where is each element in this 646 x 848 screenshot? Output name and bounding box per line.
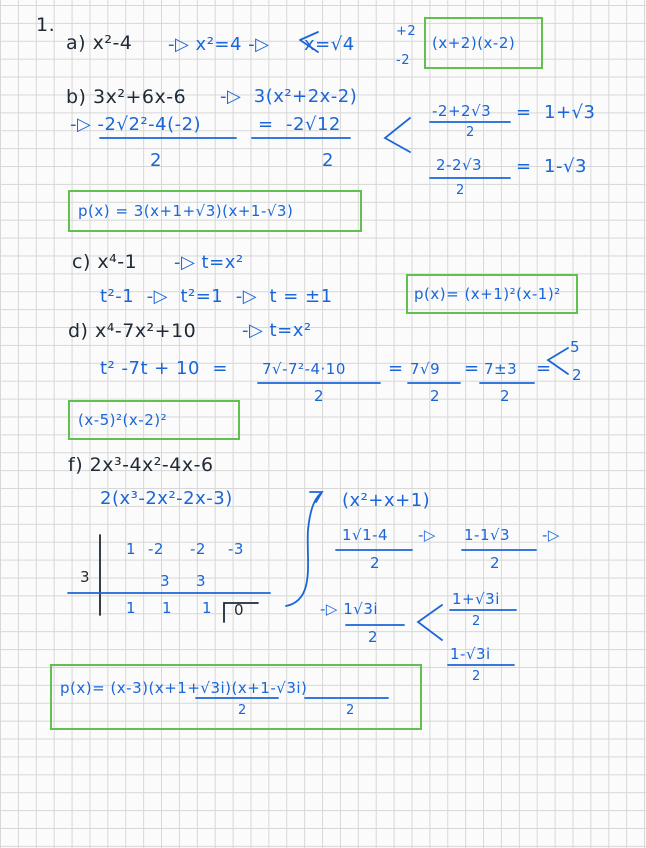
answer-b: p(x) = 3(x+1+√3)(x+1-√3) xyxy=(78,202,294,220)
part-d-pm-num: 7±3 xyxy=(484,360,518,378)
problem-number: 1. xyxy=(36,14,56,36)
ruffini-result-3: 1 xyxy=(202,599,213,617)
answer-d: (x-5)²(x-2)² xyxy=(78,411,168,429)
part-c-substitution: -▷ t=x² xyxy=(174,252,244,273)
part-f-arrow-1: -▷ xyxy=(418,526,436,544)
part-a-root-minus: -2 xyxy=(396,53,410,68)
part-d-root-2: 2 xyxy=(572,366,583,384)
part-d-formula-den: 2 xyxy=(314,387,325,405)
part-b-formula: -▷ -2√2²-4(-2) xyxy=(70,114,202,135)
part-d-sqrt-num: 7√9 xyxy=(410,360,441,378)
part-c-question: c) x⁴-1 xyxy=(72,251,138,273)
ruffini-coef-2: -2 xyxy=(148,540,164,558)
part-f-formula-den: 2 xyxy=(370,554,381,572)
ruffini-product-2: 3 xyxy=(196,572,207,590)
ruffini-remainder: 0 xyxy=(234,601,245,619)
part-c-step: t²-1 -▷ t²=1 -▷ t = ±1 xyxy=(100,286,333,307)
part-d-formula: 7√-7²-4·10 xyxy=(262,360,346,378)
part-d-substitution: -▷ t=x² xyxy=(242,320,312,341)
ruffini-product-1: 3 xyxy=(160,572,171,590)
part-b-simplified-den: 2 xyxy=(322,150,334,171)
curved-arrow-f xyxy=(286,494,320,606)
answer-box-c xyxy=(406,274,578,314)
part-f-question: f) 2x³-4x²-4x-6 xyxy=(68,454,214,476)
part-d-equation: t² -7t + 10 = xyxy=(100,358,228,379)
part-b-question: b) 3x²+6x-6 xyxy=(66,86,187,108)
ruffini-coef-3: -2 xyxy=(190,540,206,558)
answer-box-a xyxy=(424,17,543,69)
part-f-formula: 1√1-4 xyxy=(342,526,389,544)
answer-f-den-1: 2 xyxy=(238,703,247,718)
part-d-sqrt-den: 2 xyxy=(430,387,441,405)
answer-a: (x+2)(x-2) xyxy=(432,34,516,52)
part-f-step3-den: 2 xyxy=(368,628,379,646)
part-a-step-2: x=√4 xyxy=(304,34,355,55)
part-f-quotient: (x²+x+1) xyxy=(342,490,431,511)
part-f-root2-den: 2 xyxy=(472,669,481,684)
part-b-root2-den: 2 xyxy=(456,183,465,198)
branch-bracket-b xyxy=(385,118,410,152)
part-d-equals-4: = xyxy=(536,358,552,379)
part-f-step3: -▷ 1√3i xyxy=(320,600,379,618)
part-b-root1-num: -2+2√3 xyxy=(432,102,492,120)
answer-box-b xyxy=(68,190,362,232)
ruffini-root: 3 xyxy=(80,568,91,586)
part-f-step2: 1-1√3 xyxy=(464,526,511,544)
part-b-root1-den: 2 xyxy=(466,125,475,140)
branch-bracket-f xyxy=(418,605,442,640)
part-f-root2-num: 1-√3i xyxy=(450,645,491,663)
part-a-step-1: -▷ x²=4 -▷ xyxy=(168,34,270,55)
part-b-simplified: = -2√12 xyxy=(258,114,341,135)
part-a-root-plus: +2 xyxy=(396,24,417,39)
part-f-root1-num: 1+√3i xyxy=(452,590,500,608)
part-b-factored: -▷ 3(x²+2x-2) xyxy=(220,86,358,107)
part-d-equals-2: = xyxy=(388,358,404,379)
part-f-arrow-2: -▷ xyxy=(542,526,560,544)
part-d-pm-den: 2 xyxy=(500,387,511,405)
answer-f-den-2: 2 xyxy=(346,703,355,718)
part-a-question: a) x²-4 xyxy=(66,32,133,54)
answer-box-f xyxy=(50,664,422,730)
ruffini-coef-4: -3 xyxy=(228,540,244,558)
curved-arrow-head-f xyxy=(310,492,322,502)
part-d-equals-3: = xyxy=(464,358,480,379)
ruffini-result-2: 1 xyxy=(162,599,173,617)
ruffini-coef-1: 1 xyxy=(126,540,137,558)
part-d-question: d) x⁴-7x²+10 xyxy=(68,320,197,342)
part-b-formula-den: 2 xyxy=(150,150,162,171)
part-b-root2-num: 2-2√3 xyxy=(436,156,483,174)
part-f-root1-den: 2 xyxy=(472,614,481,629)
part-d-root-5: 5 xyxy=(570,338,581,356)
answer-c: p(x)= (x+1)²(x-1)² xyxy=(414,285,561,303)
answer-box-d xyxy=(68,400,240,440)
part-f-factored: 2(x³-2x²-2x-3) xyxy=(100,488,233,509)
part-b-root1-value: = 1+√3 xyxy=(516,102,596,123)
answer-f-main: p(x)= (x-3)(x+1+√3i)(x+1-√3i) xyxy=(60,679,308,697)
part-f-step2-den: 2 xyxy=(490,554,501,572)
ruffini-result-1: 1 xyxy=(126,599,137,617)
part-b-root2-value: = 1-√3 xyxy=(516,156,587,177)
